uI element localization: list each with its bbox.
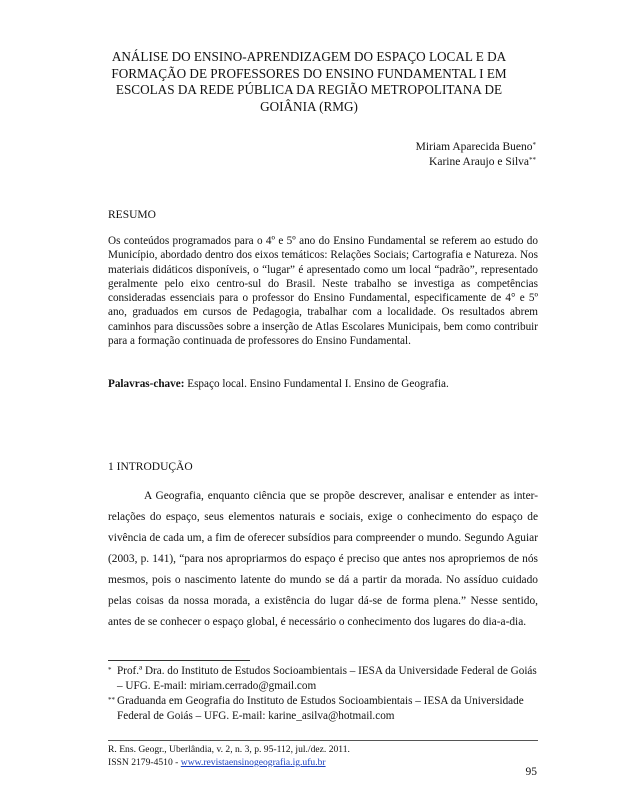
- author-block: [416, 140, 536, 170]
- journal-url-link[interactable]: www.revistaensinogeografia.ig.ufu.br: [180, 756, 326, 768]
- issn-text: ISSN 2179-4510 -: [108, 756, 181, 768]
- title-line-1: ANÁLISE DO ENSINO-APRENDIZAGEM DO ESPAÇO LOCAL E DA: [111, 49, 507, 64]
- abstract-text: Os conteúdos programados para o 4º e 5º ano do Ensino Fundamental se referem ao estudo do Município, abordado dentro dos eixos temáticos: Relações Sociais; Cartografia e Natureza. Nos materiais didáticos disponíveis, o “lugar” é apresentado como um local “padrão”, representado geralmente pelo eixo centro-sul do Brasil. Neste trabalho se investiga as competências consideradas essenciais para o professor do Ensino Fundamental, especificamente de 4° e 5º ano, graduados em cursos de Pedagogia, trabalhar com a localidade. Os resultados abrem caminhos para discussões sobre a inserção de Atlas Escolares Municipais, bem como contribuir para a formação continuada de professores do Ensino Fundamental.: [108, 235, 538, 348]
- title-line-3: ESCOLAS DA REDE PÚBLICA DA REGIÃO METROPOLITANA DE: [115, 82, 503, 97]
- keywords-label: Palavras-chave:: [108, 378, 185, 390]
- footnote-1-mark: *: [108, 666, 112, 674]
- keywords: [108, 378, 538, 390]
- author-1-mark: *: [532, 141, 536, 149]
- footnote-2-mark: **: [108, 696, 115, 704]
- title-line-4: GOIÂNIA (RMG): [260, 98, 358, 114]
- resumo-heading: RESUMO: [108, 209, 156, 221]
- footnote-1-text: Prof.ª Dra. do Instituto de Estudos Socioambientais – IESA da Universidade Federal de Goiás – UFG. E-mail: miriam.cerrado@gmail.com: [117, 665, 537, 692]
- author-1: [416, 140, 536, 155]
- footer-divider: [108, 740, 538, 741]
- page-number: 95: [525, 766, 537, 778]
- title-line-2: FORMAÇÃO DE PROFESSORES DO ENSINO FUNDAMENTAL I EM: [111, 65, 507, 81]
- footnote-2: [108, 694, 538, 724]
- journal-footer: [108, 744, 538, 769]
- author-1-name: Miriam Aparecida Bueno: [415, 141, 533, 153]
- footnote-2-text: Graduanda em Geografia do Instituto de Estudos Socioambientais – IESA da Universidade Federal de Goiás – UFG. E-mail: karine_asilva@hotmail.com: [117, 695, 524, 722]
- author-2: [416, 155, 536, 170]
- journal-citation: R. Ens. Geogr., Uberlândia, v. 2, n. 3, p. 95-112, jul./dez. 2011.: [108, 744, 350, 755]
- author-2-name: Karine Araujo e Silva: [429, 156, 529, 168]
- issn-line: [108, 757, 538, 770]
- author-2-mark: **: [529, 156, 536, 164]
- introduction-body: [108, 486, 538, 633]
- keywords-text: Espaço local. Ensino Fundamental I. Ensino de Geografia.: [184, 378, 449, 390]
- introduction-paragraph: A Geografia, enquanto ciência que se propõe descrever, analisar e entender as inter-relações do espaço, seus elementos naturais e sociais, exige o conhecimento do espaço de vivência de cada um, a fim de oferecer subsídios para compreender o mundo. Segundo Aguiar (2003, p. 141), “para nos apropriarmos do espaço é preciso que antes nos apropriemos de nós mesmos, pois o nascimento latente do mundo se dá a partir da morada. No assíduo cuidado pelas coisas da nossa morada, a existência do lugar dá-se de forma plena.” Nesse sentido, antes de se conhecer o espaço global, é necessário o conhecimento dos lugares do dia-a-dia.: [108, 490, 538, 628]
- introduction-heading: 1 INTRODUÇÃO: [108, 461, 193, 473]
- footnote-divider: [108, 660, 250, 661]
- footnotes: [108, 664, 538, 724]
- article-title: [90, 49, 528, 115]
- footnote-1: [108, 664, 538, 694]
